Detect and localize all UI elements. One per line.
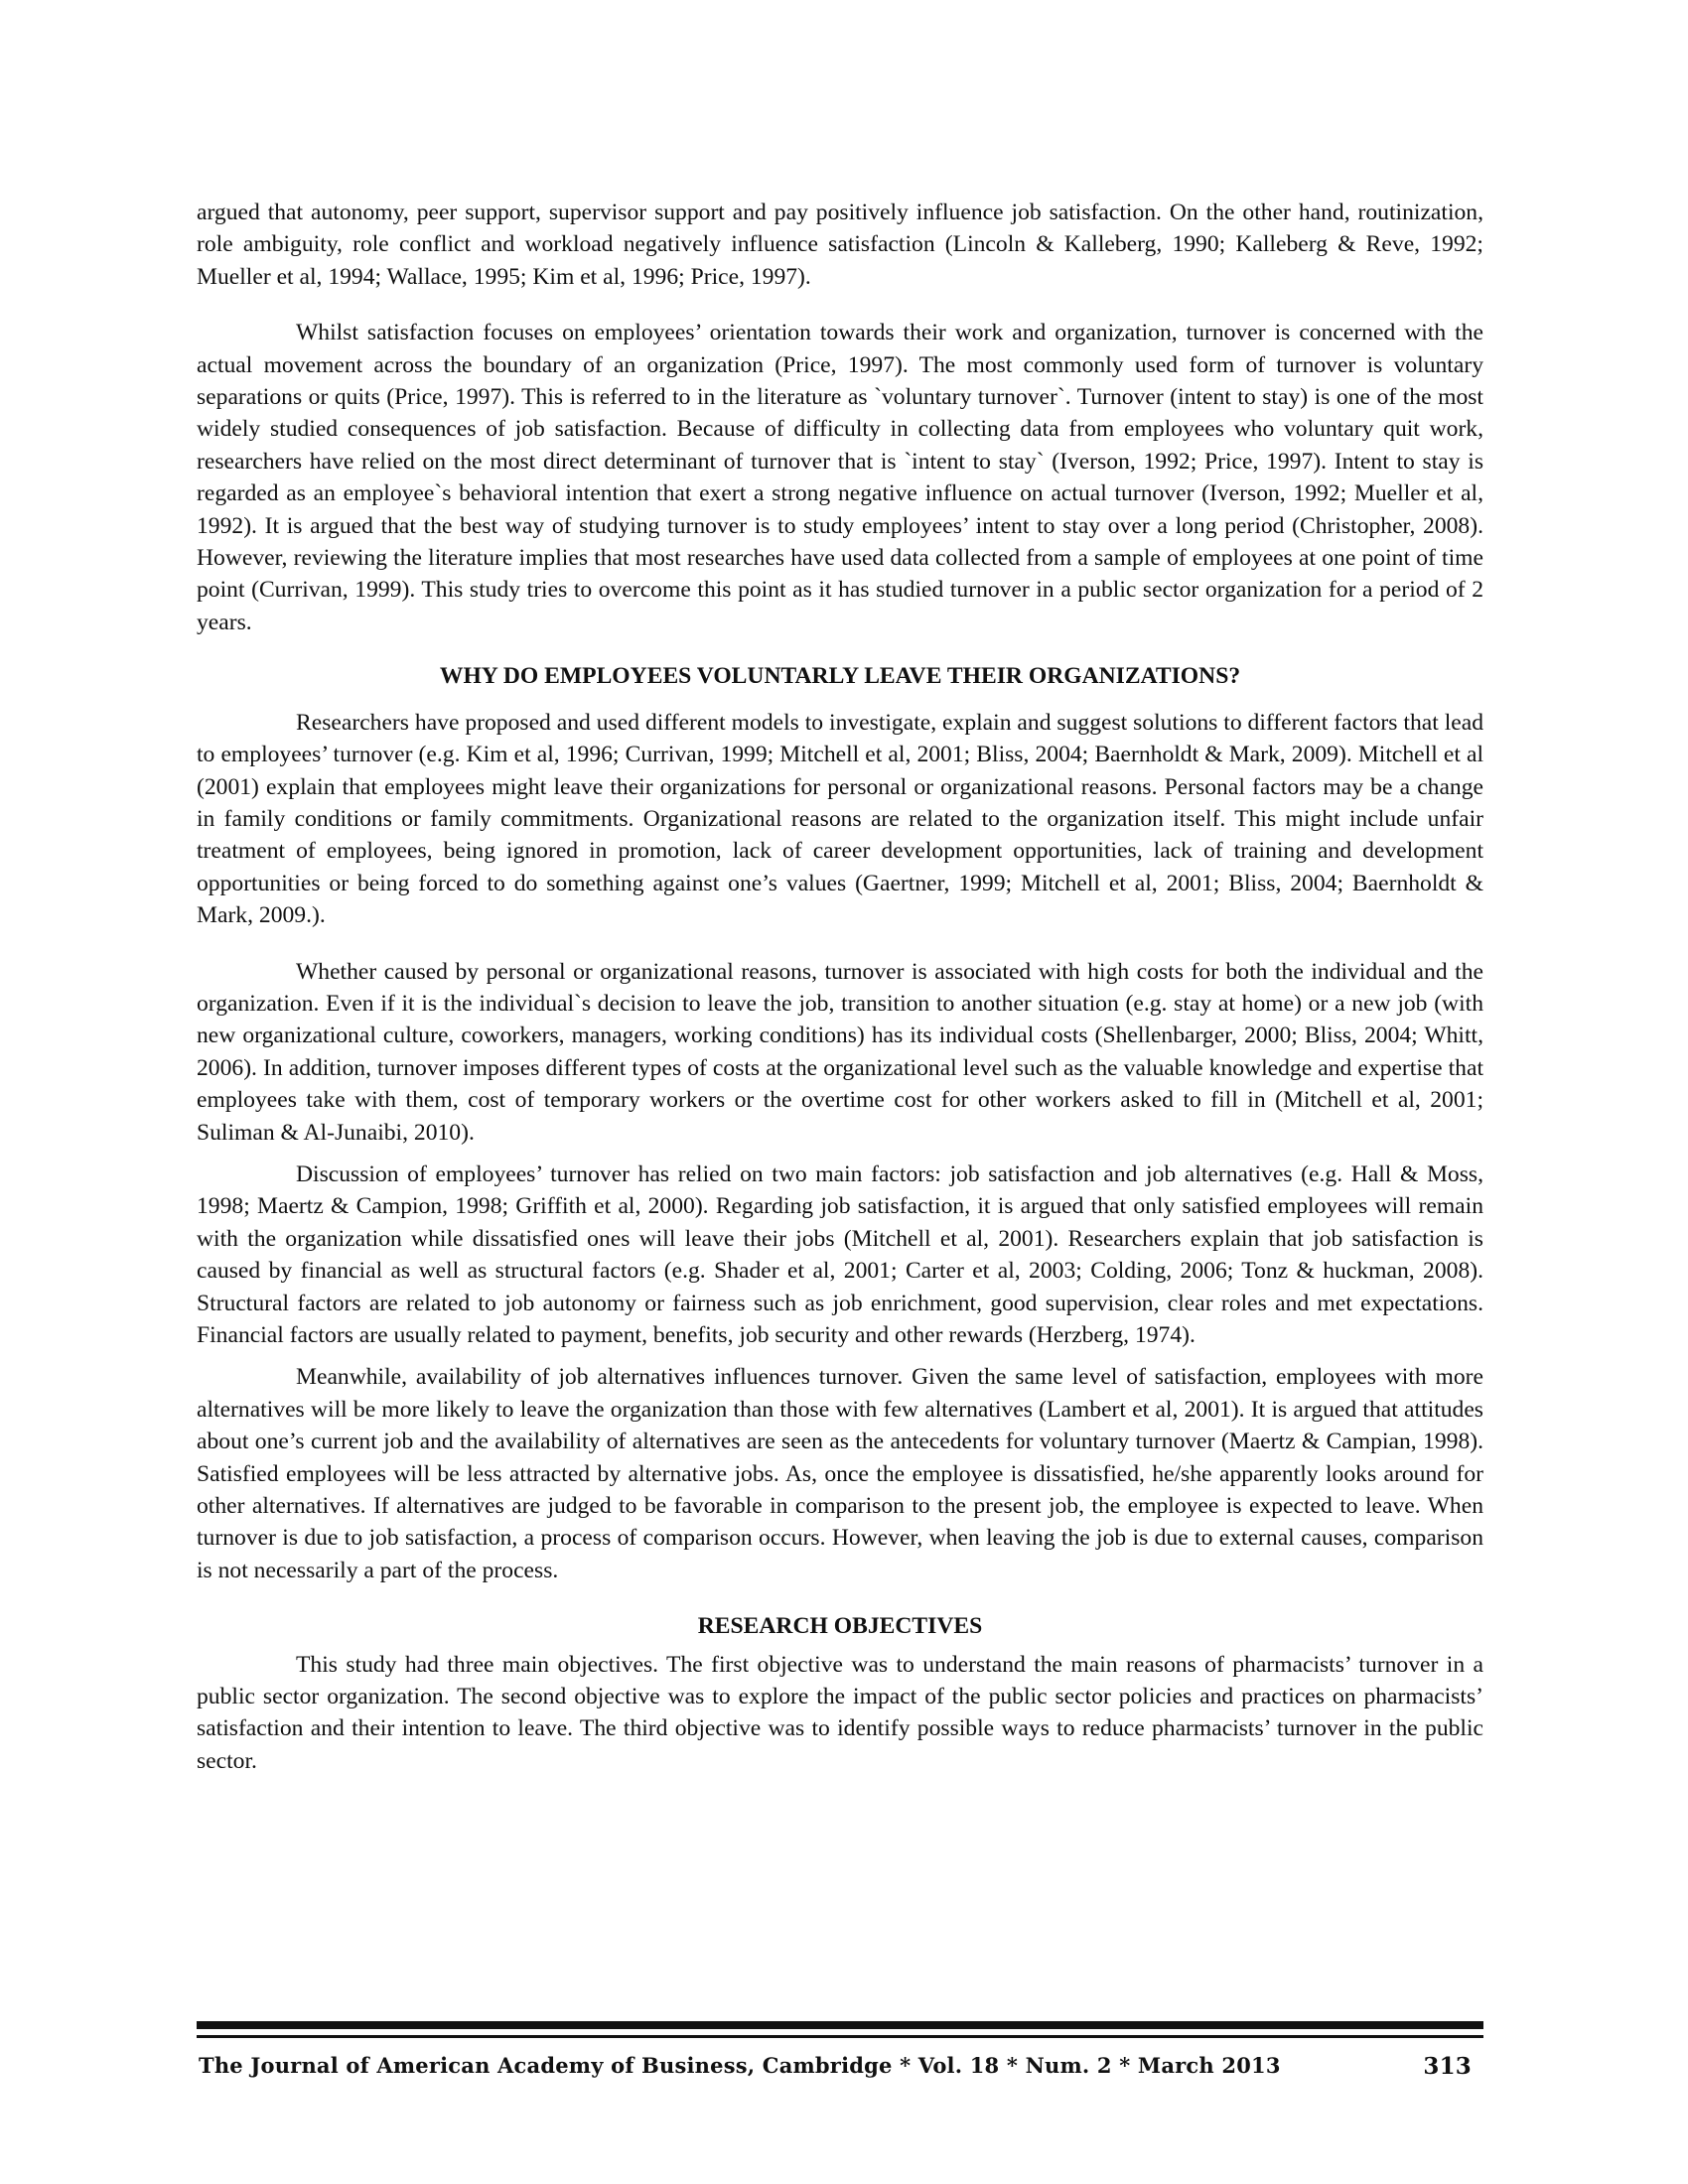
paragraph-objectives: This study had three main objectives. The first objective was to understand the main reasons of pharmacists’ turnover in a public sector organization. The second objective was to explore the impact of the public sector policies and practices on pharmacists’ satisfaction and their intention to leave. The third objective was to identify possible ways to reduce pharmacists’ turnover in the public sector.: [197, 1651, 1483, 1774]
journal-citation: The Journal of American Academy of Business, Cambridge * Vol. 18 * Num. 2 * March 2013: [199, 2053, 1281, 2078]
paragraph-factors: Discussion of employees’ turnover has relied on two main factors: job satisfaction and job alternatives (e.g. Hall & Moss, 1998; Maertz & Campion, 1998; Griffith et al, 2000). Regarding job satisfaction, it is argued that only satisfied employees will remain with the organization while dissatisfied ones will leave their jobs (Mitchell et al, 2001). Researchers explain that job satisfaction is caused by financial as well as structural factors (e.g. Shader et al, 2001; Carter et al, 2003; Colding, 2006; Tonz & huckman, 2008). Structural factors are related to job autonomy or fairness such as job enrichment, good supervision, clear roles and met expectations. Financial factors are usually related to payment, benefits, job security and other rewards (Herzberg, 1974).: [197, 1160, 1483, 1348]
paragraph-continuation: argued that autonomy, peer support, supervisor support and pay positively influence job satisfaction. On the other hand, routinization, role ambiguity, role conflict and workload negatively influence satisfaction (Lincoln & Kalleberg, 1990; Kalleberg & Reve, 1992; Mueller et al, 1994; Wallace, 1995; Kim et al, 1996; Price, 1997).: [197, 200, 1483, 290]
paragraph-alternatives: Meanwhile, availability of job alternatives influences turnover. Given the same level of satisfaction, employees with more alternatives will be more likely to leave the organization than those with few alternatives (Lambert et al, 2001). It is argued that attitudes about one’s current job and the availability of alternatives are seen as the antecedents for voluntary turnover (Maertz & Campian, 1998). Satisfied employees will be less attracted by alternative jobs. As, once the employee is dissatisfied, he/she apparently looks around for other alternatives. If alternatives are judged to be favorable in comparison to the present job, the employee is expected to leave. When turnover is due to job satisfaction, a process of comparison occurs. However, when leaving the job is due to external causes, comparison is not necessarily a part of the process.: [197, 1364, 1483, 1583]
page-number: 313: [1423, 2053, 1472, 2080]
paragraph-models: Researchers have proposed and used different models to investigate, explain and suggest solutions to different factors that lead to employees’ turnover (e.g. Kim et al, 1996; Currivan, 1999; Mitchell et al, 2001; Bliss, 2004; Baernholdt & Mark, 2009). Mitchell et al (2001) explain that employees might leave their organizations for personal or organizational reasons. Personal factors may be a change in family conditions or family commitments. Organizational reasons are related to the organization itself. This might include unfair treatment of employees, being ignored in promotion, lack of career development opportunities, lack of training and development opportunities or being forced to do something against one’s values (Gaertner, 1999; Mitchell et al, 2001; Bliss, 2004; Baernholdt & Mark, 2009.).: [197, 709, 1483, 929]
footer-rule-thin: [197, 2035, 1483, 2038]
section-heading-why-leave: WHY DO EMPLOYEES VOLUNTARLY LEAVE THEIR ORGANIZATIONS?: [439, 663, 1241, 690]
page-body: [197, 197, 1483, 1777]
footer-rule-thick: [197, 2021, 1483, 2029]
paragraph-costs: Whether caused by personal or organizational reasons, turnover is associated with high costs for both the individual and the organization. Even if it is the individual`s decision to leave the job, transition to another situation (e.g. stay at home) or a new job (with new organizational culture, coworkers, managers, working conditions) has its individual costs (Shellenbarger, 2000; Bliss, 2004; Whitt, 2006). In addition, turnover imposes different types of costs at the organizational level such as the valuable knowledge and expertise that employees take with them, cost of temporary workers or the overtime cost for other workers asked to fill in (Mitchell et al, 2001; Suliman & Al-Junaibi, 2010).: [197, 958, 1483, 1146]
section-heading-research-objectives: RESEARCH OBJECTIVES: [697, 1613, 983, 1640]
paragraph-turnover-definition: Whilst satisfaction focuses on employees’ orientation towards their work and organization, turnover is concerned with the actual movement across the boundary of an organization (Price, 1997). The most commonly used form of turnover is voluntary separations or quits (Price, 1997). This is referred to in the literature as `voluntary turnover`. Turnover (intent to stay) is one of the most widely studied consequences of job satisfaction. Because of difficulty in collecting data from employees who voluntary quit work, researchers have relied on the most direct determinant of turnover that is `intent to stay` (Iverson, 1992; Price, 1997). Intent to stay is regarded as an employee`s behavioral intention that exert a strong negative influence on actual turnover (Iverson, 1992; Mueller et al, 1992). It is argued that the best way of studying turnover is to study employees’ intent to stay over a long period (Christopher, 2008). However, reviewing the literature implies that most researches have used data collected from a sample of employees at one point of time point (Currivan, 1999). This study tries to overcome this point as it has studied turnover in a public sector organization for a period of 2 years.: [197, 320, 1483, 635]
